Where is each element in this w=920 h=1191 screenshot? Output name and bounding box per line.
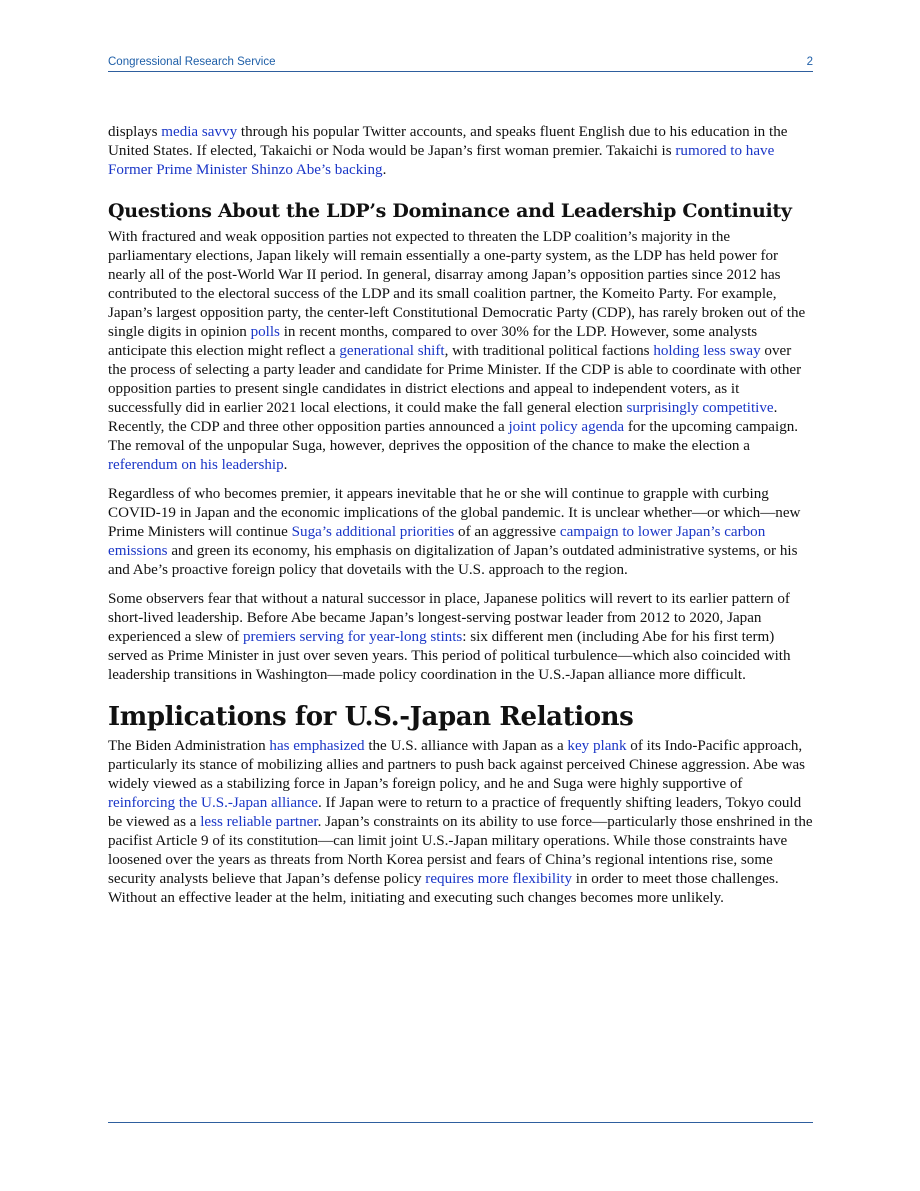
link-carbon-emissions[interactable]: campaign to lower Japan’s carbon emissions xyxy=(108,524,766,559)
page-number: 2 xyxy=(806,56,813,68)
link-joint-policy-agenda[interactable]: joint policy agenda xyxy=(508,419,625,435)
link-more-flexibility[interactable]: requires more flexibility xyxy=(425,871,572,887)
link-less-reliable-partner[interactable]: less reliable partner xyxy=(200,814,318,830)
link-surprisingly-competitive[interactable]: surprisingly competitive xyxy=(626,400,774,416)
paragraph-implications: The Biden Administration has emphasized the U.S. alliance with Japan as a key plank of its Indo-Pacific approach, particularly its stance of mobilizing allies and partners to push back against perceived Chinese aggression. Abe was widely viewed as a stabilizing force in Japan’s foreign policy, and he and Suga were highly supportive of reinforcing the U.S.-Japan alliance. If Japan were to return to a practice of frequently shifting leaders, Tokyo could be viewed as a less reliable partner. Japan’s constraints on its ability to use force—particularly those enshrined in the pacifist Article 9 of its constitution—can limit joint U.S.-Japan military operations. While those constraints have loosened over the years as threats from North Korea persist and fears of China’s regional intentions rise, some security analysts believe that Japan’s defense policy requires more flexibility in order to meet those challenges. Without an effective leader at the helm, initiating and executing such changes becomes more unlikely. xyxy=(108,738,813,906)
link-media-savvy[interactable]: media savvy xyxy=(161,124,238,140)
link-key-plank[interactable]: key plank xyxy=(567,738,627,754)
link-reinforcing-alliance[interactable]: reinforcing the U.S.-Japan alliance xyxy=(108,795,318,811)
link-generational-shift[interactable]: generational shift xyxy=(339,343,445,359)
footer-divider xyxy=(108,1122,813,1123)
link-abe-backing[interactable]: rumored to have Former Prime Minister Shinzo Abe’s backing xyxy=(108,143,775,178)
paragraph-priorities: Regardless of who becomes premier, it appears inevitable that he or she will continue to grapple with curbing COVID-19 in Japan and the economic implications of the global pandemic. It is unclear whether—or which—new Prime Ministers will continue Suga’s additional priorities of an aggressive campaign to lower Japan’s carbon emissions and green its economy, his emphasis on digitalization of Japan’s outdated administrative systems, or his and Abe’s proactive foreign policy that dovetails with the U.S. approach to the region. xyxy=(108,486,801,578)
paragraph-continued: displays media savvy through his popular Twitter accounts, and speaks fluent English due to his education in the United States. If elected, Takaichi or Noda would be Japan’s first woman premier. Takaichi is rumored to have Former Prime Minister Shinzo Abe’s backing. xyxy=(108,124,788,178)
section-heading-implications: Implications for U.S.-Japan Relations xyxy=(108,702,634,732)
link-suga-priorities[interactable]: Suga’s additional priorities xyxy=(291,524,455,540)
link-has-emphasized[interactable]: has emphasized xyxy=(269,738,365,754)
link-year-long-stints[interactable]: premiers serving for year-long stints xyxy=(242,629,463,645)
link-referendum[interactable]: referendum on his leadership xyxy=(108,457,284,473)
paragraph-opposition: With fractured and weak opposition parties not expected to threaten the LDP coalition’s majority in the parliamentary elections, Japan likely will remain essentially a one-party system, as the LDP has held power for nearly all of the post-World War II period. In general, disarray among Japan’s opposition parties since 2012 has contributed to the electoral success of the LDP and its small coalition partner, the Komeito Party. For example, Japan’s largest opposition party, the center-left Constitutional Democratic Party (CDP), has rarely broken out of the single digits in opinion polls in recent months, compared to over 30% for the LDP. However, some analysts anticipate this election might reflect a generational shift, with traditional political factions holding less sway over the process of selecting a party leader and candidate for Prime Minister. If the CDP is able to coordinate with other opposition parties to present single candidates in district elections and appeal to independent voters, as it successfully did in earlier 2021 local elections, it could make the fall general election surprisingly competitive. Recently, the CDP and three other opposition parties announced a joint policy agenda for the upcoming campaign. The removal of the unpopular Suga, however, deprives the opposition of the chance to make the election a referendum on his leadership. xyxy=(108,229,806,473)
header-source: Congressional Research Service xyxy=(108,56,276,68)
paragraph-short-lived-leadership: Some observers fear that without a natural successor in place, Japanese politics will revert to its earlier pattern of short-lived leadership. Before Abe became Japan’s longest-serving postwar leader from 2012 to 2020, Japan experienced a slew of premiers serving for year-long stints: six different men (including Abe for his first term) served as Prime Minister in just over seven years. This period of political turbulence—which also coincided with leadership transitions in Washington—made policy coordination in the U.S.-Japan alliance more difficult. xyxy=(108,591,791,683)
link-polls[interactable]: polls xyxy=(250,324,280,340)
link-holding-less-sway[interactable]: holding less sway xyxy=(653,343,761,359)
section-heading-ldp-dominance: Questions About the LDP’s Dominance and Leadership Continuity xyxy=(108,200,792,222)
page-header xyxy=(108,56,813,72)
document-body xyxy=(108,123,813,918)
